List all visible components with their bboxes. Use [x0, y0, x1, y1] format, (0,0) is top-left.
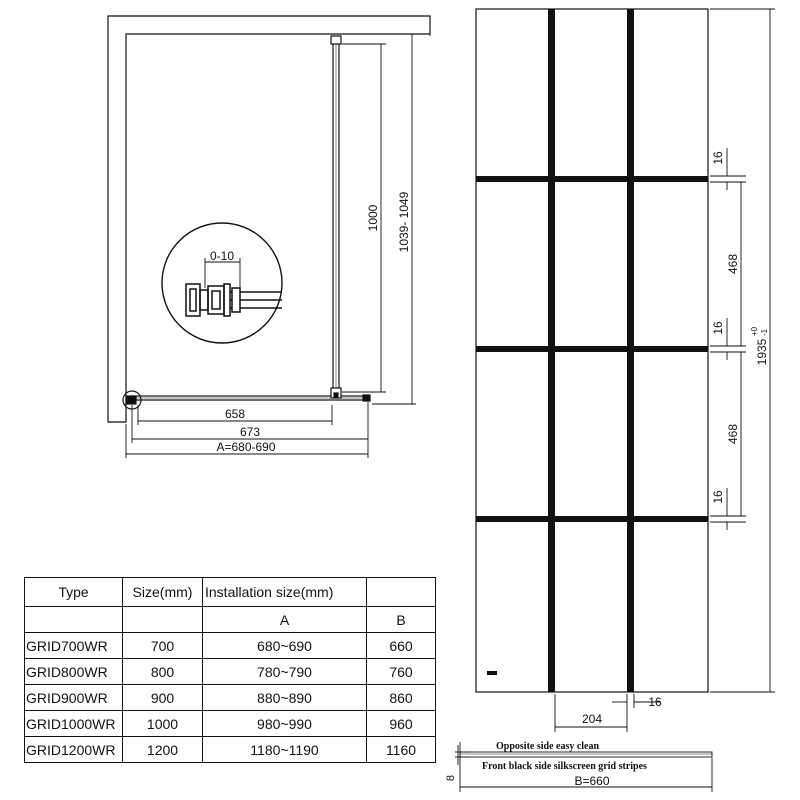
table-row [25, 633, 436, 659]
dim-468-label-a: 468 [726, 253, 740, 275]
table-row [25, 685, 436, 711]
dim-height-tol-lower: -1 [760, 328, 769, 336]
dim-16-label-c: 16 [711, 490, 725, 504]
dim-16-bottom-label: 16 [648, 695, 662, 709]
dim-1039-label: 1039- 1049 [397, 191, 411, 253]
cell-b: 660 [367, 633, 436, 659]
header-type: Type [25, 578, 123, 607]
cell-a: 680~690 [203, 633, 367, 659]
spec-table [24, 577, 436, 763]
cell-type: GRID800WR [25, 659, 123, 685]
dim-658-label: 658 [224, 407, 246, 421]
header-a: A [203, 607, 367, 633]
table-row [25, 659, 436, 685]
cell-b: 1160 [367, 737, 436, 763]
thickness-label: 8 [445, 774, 457, 782]
plan-view [108, 16, 430, 458]
cell-a: 780~790 [203, 659, 367, 685]
cell-size: 700 [123, 633, 203, 659]
wall-outline [108, 16, 430, 422]
bracket-detail [186, 284, 282, 316]
cell-b: 860 [367, 685, 436, 711]
cell-size: 800 [123, 659, 203, 685]
header-size: Size(mm) [123, 578, 203, 607]
table-row [25, 737, 436, 763]
cell-a: 1180~1190 [203, 737, 367, 763]
header-b: B [367, 607, 436, 633]
grid-stripe-horizontal-2 [476, 346, 708, 352]
logo-mark [487, 671, 497, 675]
cell-type: GRID1000WR [25, 711, 123, 737]
section-width-label: B=660 [574, 774, 610, 788]
dim-height-tol-upper: +0 [750, 326, 759, 336]
table-header-row [25, 578, 436, 607]
table-row [25, 711, 436, 737]
cell-size: 1200 [123, 737, 203, 763]
dim-16-label-b: 16 [711, 321, 725, 335]
opposite-side-label: Opposite side easy clean [496, 741, 600, 752]
front-side-label: Front black side silkscreen grid stripes [482, 761, 647, 772]
dim-a-label: A=680-690 [216, 440, 276, 454]
glass-section-outline [460, 752, 712, 757]
cell-type: GRID900WR [25, 685, 123, 711]
detail-circle [162, 223, 282, 343]
cell-type: GRID700WR [25, 633, 123, 659]
cell-size: 900 [123, 685, 203, 711]
table-subheader-row [25, 607, 436, 633]
cell-a: 980~990 [203, 711, 367, 737]
dim-height-label: 1935 [755, 338, 769, 366]
panel-elevation [476, 9, 775, 732]
dim-204-label: 204 [581, 712, 603, 726]
grid-stripe-horizontal-3 [476, 516, 708, 522]
header-blank [367, 578, 436, 607]
dim-height-group [750, 326, 769, 365]
cell-size: 1000 [123, 711, 203, 737]
plan-dimension-lines [126, 34, 430, 458]
dim-468-label-b: 468 [726, 423, 740, 445]
dim-1000-label: 1000 [366, 204, 380, 232]
cell-a: 880~890 [203, 685, 367, 711]
cell-type: GRID1200WR [25, 737, 123, 763]
cell-b: 960 [367, 711, 436, 737]
header-installation: Installation size(mm) [203, 578, 367, 607]
dim-673-label: 673 [239, 425, 261, 439]
cell-b: 760 [367, 659, 436, 685]
bracket-gap-label: 0-10 [209, 249, 235, 263]
grid-stripe-horizontal-1 [476, 176, 708, 182]
dim-16-label-a: 16 [711, 151, 725, 165]
